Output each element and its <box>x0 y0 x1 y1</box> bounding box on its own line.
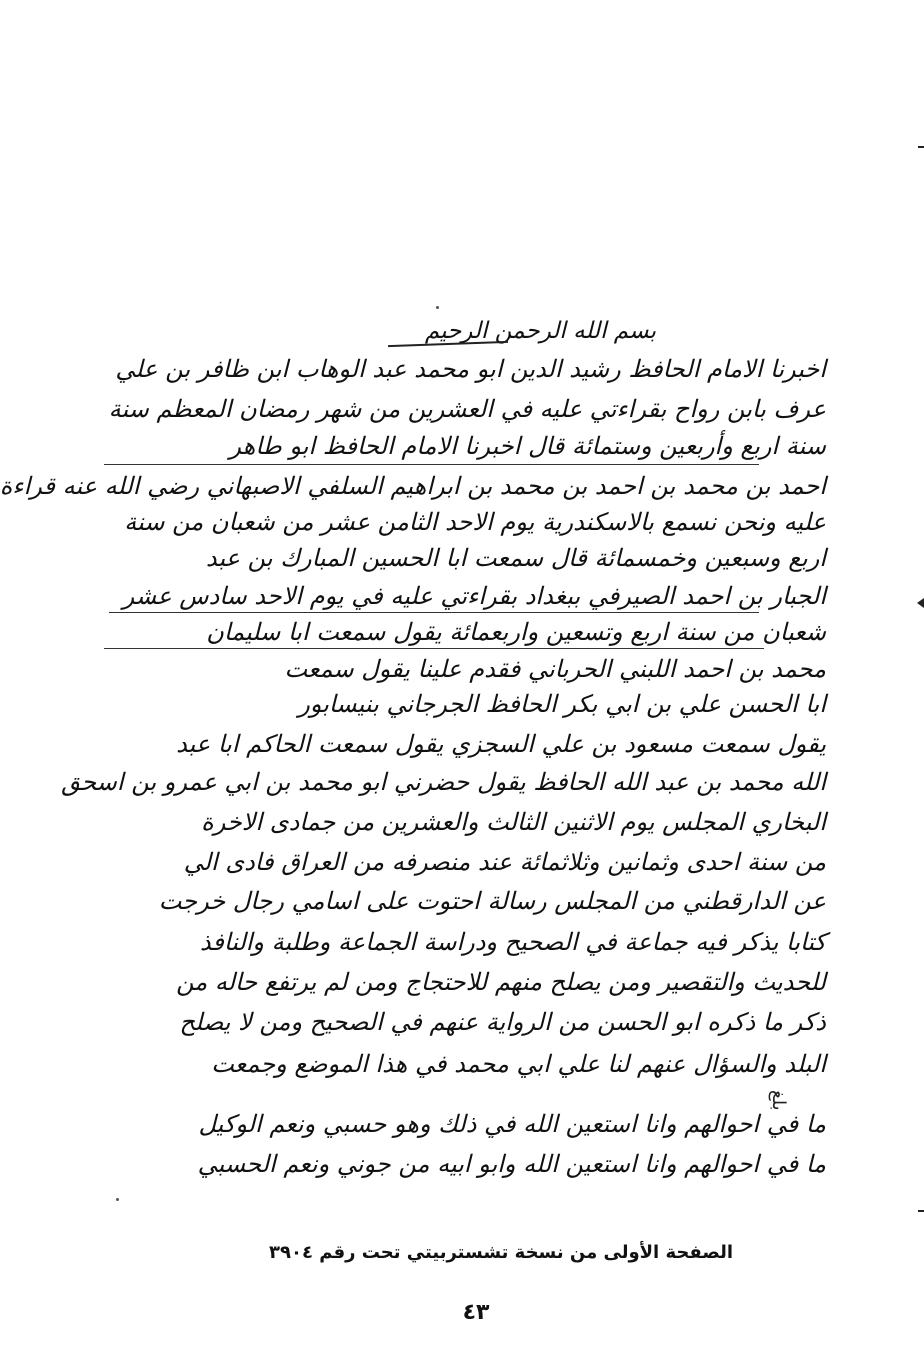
scan-edge-mark <box>918 146 924 148</box>
manuscript-line: من سنة احدى وثمانين وثلاثمائة عند منصرفه من العراق فادى الي <box>183 848 826 876</box>
manuscript-line: اربع وسبعين وخمسمائة قال سمعت ابا الحسين المبارك بن عبد <box>205 544 826 572</box>
manuscript-line: البخاري المجلس يوم الاثنين الثالث والعشرين من جمادى الاخرة <box>201 808 826 836</box>
manuscript-line: الجبار بن احمد الصيرفي ببغداد بقراءتي عليه في يوم الاحد سادس عشر <box>122 582 826 610</box>
margin-note: بلغ <box>768 1090 789 1111</box>
manuscript-line: سنة اربع وأربعين وستمائة قال اخبرنا الامام الحافظ ابو طاهر <box>229 432 826 460</box>
scan-speck <box>436 306 439 309</box>
ruled-line <box>104 648 764 649</box>
manuscript-line: عن الدارقطني من المجلس رسالة احتوت على اسامي رجال خرجت <box>158 887 826 915</box>
manuscript-line: الله محمد بن عبد الله الحافظ يقول حضرني ابو محمد بن ابي عمرو بن اسحق <box>61 768 826 796</box>
manuscript-line: احمد بن محمد بن احمد بن محمد بن ابراهيم السلفي الاصبهاني رضي الله عنه قراءة <box>0 472 826 500</box>
manuscript-line: ابا الحسن علي بن ابي بكر الحافظ الجرجاني بنيسابور <box>298 690 826 718</box>
ruled-line <box>109 612 759 613</box>
ruled-line <box>104 464 759 465</box>
scan-edge-mark <box>917 598 924 608</box>
page-number: ٤٣ <box>462 1300 490 1325</box>
scan-edge-mark <box>918 1210 924 1212</box>
manuscript-line: ما في احوالهم وانا استعين الله وابو ابيه من جوني ونعم الحسبي <box>197 1150 826 1178</box>
manuscript-line: يقول سمعت مسعود بن علي السجزي يقول سمعت الحاكم ابا عبد <box>176 730 826 758</box>
manuscript-line: عرف بابن رواح بقراءتي عليه في العشرين من شهر رمضان المعظم سنة <box>108 395 826 423</box>
basmala: بسم الله الرحمن الرحيم <box>424 318 656 344</box>
figure-caption: الصفحة الأولى من نسخة تشستربيتي تحت رقم ٣٩٠٤ <box>268 1242 734 1263</box>
manuscript-line: شعبان من سنة اربع وتسعين واربعمائة يقول سمعت ابا سليمان <box>206 618 826 646</box>
manuscript-line: كتابا يذكر فيه جماعة في الصحيح ودراسة الجماعة وطلبة والنافذ <box>199 928 826 956</box>
manuscript-line: اخبرنا الامام الحافظ رشيد الدين ابو محمد عبد الوهاب ابن ظافر بن علي <box>115 355 826 383</box>
manuscript-line: البلد والسؤال عنهم لنا علي ابي محمد في هذا الموضع وجمعت <box>211 1050 826 1078</box>
manuscript-line: عليه ونحن نسمع بالاسكندرية يوم الاحد الثامن عشر من شعبان من سنة <box>124 508 826 536</box>
manuscript-line: ذكر ما ذكره ابو الحسن من الرواية عنهم في الصحيح ومن لا يصلح <box>179 1008 826 1036</box>
scan-speck <box>116 1198 119 1201</box>
manuscript-line: للحديث والتقصير ومن يصلح منهم للاحتجاج ومن لم يرتفع حاله من <box>176 968 826 996</box>
manuscript-image <box>0 300 826 1212</box>
manuscript-line: ما في احوالهم وانا استعين الله في ذلك وهو حسبي ونعم الوكيل <box>198 1110 826 1138</box>
manuscript-line: محمد بن احمد اللبني الحرباني فقدم علينا يقول سمعت <box>284 655 826 683</box>
